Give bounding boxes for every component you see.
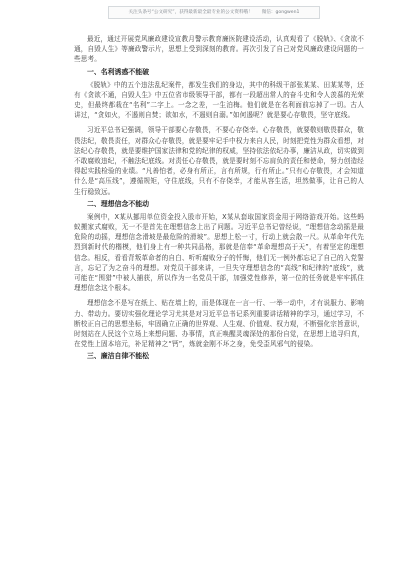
section-heading-3: 三、廉洁自律不能松 [87,352,150,361]
banner-left-text: 关注头条号“公文研究”，获得最新最全最专业的公文资料哦！ [128,10,253,15]
section-heading-1: 一、名利诱惑不能破 [87,67,150,76]
document-body [74,34,364,364]
section-heading-2: 二、理想信念不能动 [87,199,150,208]
paragraph: 《脱轨》中的五个违法乱纪案件，都发生我们的身边，其中的科级干部张某某、田某某等，还有《贪欲不通，自毁人生》中五位省市级领导干部，都有一段超出常人的奋斗史和令人羡慕的光荣史，但最终都栽在“名利”二字上。一念之差，一生泊梅。他们就是在名利面前忘掉了一切。古人讲过，“贪如火，不遏则自焚；欲如水，不遏则自溺。”如何遏呢？就是要心存敬畏，坚守底线。 [74,80,364,120]
paragraph: 案例中，X某从挪用单位资金投入股市开始，X某从套取国家资金用于网络游戏开始。这些蚂蚁搬家式腐败，无一不是首先在理想信念上出了问题。习近平总书记曾经说，“理想信念动摇是最危险的动摇，理想信念滑坡是最危险的滑坡”。思想上松一寸，行动上就会散一尺。从革命年代先烈到新时代的楷模，他们身上有一种共同品格，那就是信奉“革命理想高于天”，有着坚定的理想信念。相反，看看背叛革命者的自白、听听腐败分子的忏悔，他们无一例外都忘记了自己的入党誓言，忘记了为之奋斗的理想。对党员干部来讲，一旦失守理想信念的“高线”和纪律的“底线”，就可能在“围猎”中被人捕获，所以作为一名党员干部，加强党性修养，第一位的任务就是牢牢抓住理想信念这个根本。 [74,212,364,293]
paragraph: 习近平总书记强调，领导干部要心存敬畏，不要心存侥幸。心存敬畏，就要敬则敬畏群众，敬畏法纪，敬畏责任，对群众心存敬畏，就是要牢记手中权力来自人民，时刻把党性为群众看想，对法纪心存敬畏，就是要维护国家法律和党的纪律的权威，坚持依法依纪办事，廉洁从政，切实做到不敢腐败违纪，不触法纪底线。对责任心存敬畏，就是要时刻不忘肩负的责任和使命，努力创造经得起实践检验的业绩。“凡善怕者，必身有所正，言有所规，行有所止。”只有心存敬畏，才会知道什么是“高压线”，遵循规矩，守住底线，只有不存侥幸，才能从容生活，坦然做事，让自己的人生行稳致远。 [74,126,364,196]
intro-paragraph: 最近，通过开展党风廉政建设宣教月警示教育廉医院建设活动，认真观看了《脱轨》、《贪欲不通，自毁人生》等廉政警示片，思想上受到深刻的教育。再次引发了自己对党风廉政建设问题的一些思考。 [74,35,364,64]
header-banner [108,6,320,19]
paragraph: 理想信念不是写在纸上、贴在墙上的，而是体现在一言一行、一举一动中，才有说服力、影响力、带动力。要切实强化理论学习尤其是对习近平总书记系列重要讲话精神的学习，通过学习，不断校正自己的思想坐标，牢固确立正确的世界观、人生观、价值观、权力观，不断强化宗旨意识，时刻站在人民这个立场上来想问题、办事情，真正唤醒灵魂深处的那份自觉，在思想上追寻归真，在党性上固本培元，补足精神之“钙”，炼就金刚不坏之身，免受歪风邪气的侵染。 [74,299,364,349]
banner-wechat-text: 微信：gongwen1 [261,10,300,15]
